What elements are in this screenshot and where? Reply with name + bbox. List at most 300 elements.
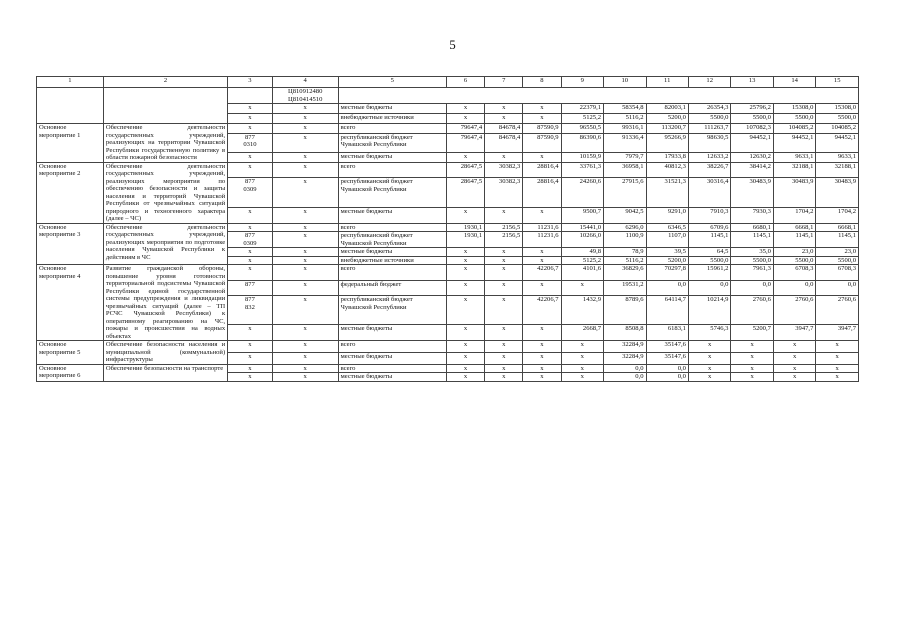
measure-desc-cell: Обеспечение безопасности населения и муниципальной (коммунальной) инфраструктуры bbox=[103, 341, 227, 365]
value-cell: x bbox=[446, 248, 484, 257]
value-cell: x bbox=[272, 207, 338, 223]
value-cell: x bbox=[523, 352, 561, 364]
value-cell: 2156,5 bbox=[485, 223, 523, 232]
value-cell: x bbox=[485, 265, 523, 281]
source-cell: республиканский бюджет Чувашской Республики bbox=[338, 232, 446, 248]
value-cell: x bbox=[773, 373, 815, 382]
value-cell: 30316,4 bbox=[688, 178, 730, 208]
value-cell: 6668,1 bbox=[773, 223, 815, 232]
value-cell: 30382,3 bbox=[485, 178, 523, 208]
source-cell: местные бюджеты bbox=[338, 207, 446, 223]
value-cell: x bbox=[272, 280, 338, 296]
value-cell: 42206,7 bbox=[523, 265, 561, 281]
value-cell: 94452,1 bbox=[773, 133, 815, 152]
header-cell: 10 bbox=[604, 77, 646, 88]
value-cell: 6708,3 bbox=[816, 265, 859, 281]
budget-code-cell: x bbox=[228, 256, 273, 265]
value-cell: 12633,2 bbox=[688, 152, 730, 162]
value-cell: 5500,0 bbox=[731, 256, 773, 265]
value-cell: 1704,2 bbox=[773, 207, 815, 223]
value-cell: x bbox=[731, 373, 773, 382]
value-cell: 6183,1 bbox=[646, 325, 688, 341]
value-cell: x bbox=[485, 207, 523, 223]
value-cell: 6346,5 bbox=[646, 223, 688, 232]
table-body bbox=[37, 77, 859, 382]
value-cell: 3947,7 bbox=[773, 325, 815, 341]
value-cell: 5200,0 bbox=[646, 256, 688, 265]
budget-code-cell: x bbox=[228, 207, 273, 223]
budget-code-cell: 877 0309 bbox=[228, 232, 273, 248]
value-cell: 1145,1 bbox=[773, 232, 815, 248]
value-cell: 38414,2 bbox=[731, 162, 773, 178]
value-cell: 78,9 bbox=[604, 248, 646, 257]
value-cell: 32188,1 bbox=[773, 162, 815, 178]
value-cell: x bbox=[561, 280, 603, 296]
value-cell: x bbox=[523, 114, 561, 124]
header-cell: 7 bbox=[485, 77, 523, 88]
value-cell: 7961,3 bbox=[731, 265, 773, 281]
header-row bbox=[37, 77, 859, 88]
value-cell: 1704,2 bbox=[816, 207, 859, 223]
value-cell: 2156,5 bbox=[485, 232, 523, 248]
table-row bbox=[37, 364, 859, 373]
value-cell: x bbox=[523, 325, 561, 341]
value-cell: 23,0 bbox=[816, 248, 859, 257]
budget-code-cell: x bbox=[228, 373, 273, 382]
measure-desc-cell: Обеспечение деятельности государственных учреждений, реализующих на территории Чувашской Республики государственную политику в области пожарной безопасности bbox=[103, 124, 227, 163]
value-cell: 5125,2 bbox=[561, 114, 603, 124]
value-cell: 17933,8 bbox=[646, 152, 688, 162]
value-cell: 8789,6 bbox=[604, 296, 646, 325]
value-cell: 32188,1 bbox=[816, 162, 859, 178]
value-cell: x bbox=[272, 373, 338, 382]
value-cell: x bbox=[523, 364, 561, 373]
measure-name-cell bbox=[37, 88, 104, 124]
value-cell: 15308,0 bbox=[816, 104, 859, 114]
measure-name-cell: Основное мероприятие 1 bbox=[37, 124, 104, 163]
value-cell: 3947,7 bbox=[816, 325, 859, 341]
value-cell: x bbox=[446, 341, 484, 353]
measure-name-cell: Основное мероприятие 4 bbox=[37, 265, 104, 341]
value-cell: x bbox=[446, 265, 484, 281]
value-cell: x bbox=[272, 265, 338, 281]
value-cell: x bbox=[272, 152, 338, 162]
value-cell: x bbox=[446, 364, 484, 373]
source-cell: федеральный бюджет bbox=[338, 280, 446, 296]
value-cell: x bbox=[816, 341, 859, 353]
value-cell: 82003,1 bbox=[646, 104, 688, 114]
value-cell: x bbox=[523, 104, 561, 114]
measure-desc-cell: Обеспечение деятельности государственных учреждений, реализующих мероприятия по обеспечению безопасности и защиты населения и территорий Чувашской Республики от чрезвычайных ситуаций природного и техногенного характера (далее – ЧС) bbox=[103, 162, 227, 223]
value-cell: 7910,3 bbox=[688, 207, 730, 223]
header-cell: 5 bbox=[338, 77, 446, 88]
value-cell: x bbox=[446, 152, 484, 162]
value-cell: 10214,9 bbox=[688, 296, 730, 325]
target-code: Ц810912480 bbox=[287, 88, 323, 95]
value-cell: 9291,0 bbox=[646, 207, 688, 223]
value-cell: x bbox=[816, 373, 859, 382]
source-cell: местные бюджеты bbox=[338, 352, 446, 364]
budget-code-cell: x bbox=[228, 364, 273, 373]
value-cell: x bbox=[272, 104, 338, 114]
value-cell: x bbox=[773, 364, 815, 373]
value-cell: x bbox=[523, 248, 561, 257]
value-cell: x bbox=[485, 341, 523, 353]
budget-code-cell: x bbox=[228, 152, 273, 162]
value-cell: 107082,3 bbox=[731, 124, 773, 134]
budget-code-cell: x bbox=[228, 265, 273, 281]
source-cell: местные бюджеты bbox=[338, 152, 446, 162]
budget-code-cell: x bbox=[228, 223, 273, 232]
header-cell: 12 bbox=[688, 77, 730, 88]
value-cell: 28647,5 bbox=[446, 178, 484, 208]
value-cell: 0,0 bbox=[773, 280, 815, 296]
budget-code-cell: 877 0309 bbox=[228, 178, 273, 208]
table-row bbox=[37, 162, 859, 178]
value-cell: x bbox=[228, 114, 273, 124]
value-cell: 5116,2 bbox=[604, 256, 646, 265]
measure-desc-cell: Развитие гражданской обороны, повышение уровня готовности территориальной подсистемы Чувашской Республики единой государственной системы предупреждения и ликвидации чрезвычайных ситуаций (далее – ТП РСЧС Чувашской Республики) к оперативному реагированию на ЧС, пожары и происшествия на водных объектах bbox=[103, 265, 227, 341]
value-cell: x bbox=[523, 152, 561, 162]
value-cell: x bbox=[272, 364, 338, 373]
value-cell: 30483,9 bbox=[773, 178, 815, 208]
source-cell: всего bbox=[338, 162, 446, 178]
source-cell: республиканский бюджет Чувашской Республики bbox=[338, 178, 446, 208]
value-cell: 113200,7 bbox=[646, 124, 688, 134]
value-cell: x bbox=[272, 341, 338, 353]
value-cell: 25796,2 bbox=[731, 104, 773, 114]
value-cell: x bbox=[272, 223, 338, 232]
value-cell: 1930,1 bbox=[446, 223, 484, 232]
value-cell: x bbox=[816, 364, 859, 373]
value-cell: 6296,0 bbox=[604, 223, 646, 232]
value-cell: 5500,0 bbox=[816, 256, 859, 265]
value-cell: 11231,6 bbox=[523, 223, 561, 232]
budget-code-cell: 877 0310 bbox=[228, 133, 273, 152]
value-cell: x bbox=[773, 352, 815, 364]
value-cell: x bbox=[272, 256, 338, 265]
value-cell: 95266,9 bbox=[646, 133, 688, 152]
value-cell: 5500,0 bbox=[773, 256, 815, 265]
value-cell: 49,8 bbox=[561, 248, 603, 257]
measure-desc-cell bbox=[103, 88, 227, 124]
value-cell: 0,0 bbox=[731, 280, 773, 296]
budget-code-cell: x bbox=[228, 341, 273, 353]
value-cell: 5125,2 bbox=[561, 256, 603, 265]
value-cell: 6680,1 bbox=[731, 223, 773, 232]
value-cell: x bbox=[485, 280, 523, 296]
value-cell: x bbox=[523, 207, 561, 223]
value-cell: x bbox=[446, 104, 484, 114]
value-cell: 111263,7 bbox=[688, 124, 730, 134]
value-cell: 5200,0 bbox=[646, 114, 688, 124]
value-cell: 1107,0 bbox=[646, 232, 688, 248]
value-cell: 0,0 bbox=[816, 280, 859, 296]
value-cell: 22379,1 bbox=[561, 104, 603, 114]
value-cell: x bbox=[228, 104, 273, 114]
code-cell bbox=[228, 88, 273, 104]
header-cell: 8 bbox=[523, 77, 561, 88]
header-cell: 14 bbox=[773, 77, 815, 88]
budget-code-cell: 877 bbox=[228, 280, 273, 296]
value-cell: x bbox=[485, 352, 523, 364]
value-cell: 36958,1 bbox=[604, 162, 646, 178]
value-cell: x bbox=[446, 256, 484, 265]
measure-desc-cell: Обеспечение деятельности государственных учреждений, реализующих мероприятия по подготовке населения Чувашской Республики к действиям в ЧС bbox=[103, 223, 227, 265]
value-cell: 96550,5 bbox=[561, 124, 603, 134]
value-cell: 94452,1 bbox=[731, 133, 773, 152]
value-cell: x bbox=[485, 296, 523, 325]
source-cell: местные бюджеты bbox=[338, 104, 446, 114]
value-cell: x bbox=[523, 256, 561, 265]
value-cell: 6708,3 bbox=[773, 265, 815, 281]
value-cell: 42206,7 bbox=[523, 296, 561, 325]
source-cell: всего bbox=[338, 223, 446, 232]
value-cell: 32284,9 bbox=[604, 341, 646, 353]
value-cell: 35147,6 bbox=[646, 352, 688, 364]
value-cell: x bbox=[272, 296, 338, 325]
value-cell: x bbox=[446, 280, 484, 296]
budget-code-cell: x bbox=[228, 124, 273, 134]
value-cell: 19531,2 bbox=[604, 280, 646, 296]
value-cell: x bbox=[688, 373, 730, 382]
value-cell: x bbox=[272, 232, 338, 248]
value-cell: x bbox=[731, 341, 773, 353]
value-cell: 6668,1 bbox=[816, 223, 859, 232]
value-cell: 2760,6 bbox=[773, 296, 815, 325]
value-cell: 39,5 bbox=[646, 248, 688, 257]
value-cell: 28647,5 bbox=[446, 162, 484, 178]
code-cell bbox=[272, 88, 338, 104]
value-cell: x bbox=[731, 352, 773, 364]
value-cell: 5500,0 bbox=[688, 114, 730, 124]
value-cell: x bbox=[485, 114, 523, 124]
value-cell: x bbox=[272, 162, 338, 178]
value-cell: x bbox=[446, 296, 484, 325]
value-cell: x bbox=[272, 248, 338, 257]
value-cell: 15961,2 bbox=[688, 265, 730, 281]
value-cell: 1145,1 bbox=[688, 232, 730, 248]
value-cell: 28816,4 bbox=[523, 178, 561, 208]
value-cell: 94452,1 bbox=[816, 133, 859, 152]
source-cell: всего bbox=[338, 341, 446, 353]
value-cell: 36829,6 bbox=[604, 265, 646, 281]
value-cell: 58354,8 bbox=[604, 104, 646, 114]
value-cell: 70297,8 bbox=[646, 265, 688, 281]
value-cell: x bbox=[561, 341, 603, 353]
value-cell: x bbox=[688, 364, 730, 373]
value-cell: 24260,6 bbox=[561, 178, 603, 208]
value-cell: x bbox=[272, 352, 338, 364]
value-cell: 26354,3 bbox=[688, 104, 730, 114]
header-cell: 11 bbox=[646, 77, 688, 88]
source-cell: местные бюджеты bbox=[338, 325, 446, 341]
value-cell: x bbox=[561, 352, 603, 364]
table-row bbox=[37, 341, 859, 353]
value-cell: 28816,4 bbox=[523, 162, 561, 178]
budget-code-cell: x bbox=[228, 325, 273, 341]
value-cell: 27915,6 bbox=[604, 178, 646, 208]
value-cell: 1145,1 bbox=[731, 232, 773, 248]
value-cell: x bbox=[272, 325, 338, 341]
value-cell: 30382,3 bbox=[485, 162, 523, 178]
header-cell: 4 bbox=[272, 77, 338, 88]
value-cell: 79647,4 bbox=[446, 124, 484, 134]
value-cell: 40812,3 bbox=[646, 162, 688, 178]
value-cell: 2760,6 bbox=[816, 296, 859, 325]
value-cell: x bbox=[688, 341, 730, 353]
value-cell: 5500,0 bbox=[688, 256, 730, 265]
value-cell: 31521,3 bbox=[646, 178, 688, 208]
budget-code-cell: 877 832 bbox=[228, 296, 273, 325]
measure-name-cell: Основное мероприятие 2 bbox=[37, 162, 104, 223]
value-cell: 1145,1 bbox=[816, 232, 859, 248]
value-cell: x bbox=[523, 373, 561, 382]
source-cell: всего bbox=[338, 265, 446, 281]
value-cell: 7979,7 bbox=[604, 152, 646, 162]
value-cell: 98630,5 bbox=[688, 133, 730, 152]
value-cell: 84678,4 bbox=[485, 124, 523, 134]
value-cell: 0,0 bbox=[646, 364, 688, 373]
source-cell: внебюджетные источники bbox=[338, 114, 446, 124]
source-cell: республиканский бюджет Чувашской Республики bbox=[338, 133, 446, 152]
value-cell: x bbox=[272, 124, 338, 134]
value-cell: x bbox=[485, 104, 523, 114]
table-row bbox=[37, 124, 859, 134]
header-cell: 1 bbox=[37, 77, 104, 88]
target-code: Ц810414510 bbox=[287, 95, 323, 103]
value-cell: 32284,9 bbox=[604, 352, 646, 364]
measure-desc-cell: Обеспечение безопасности на транспорте bbox=[103, 364, 227, 381]
value-cell: 5500,0 bbox=[731, 114, 773, 124]
source-cell: всего bbox=[338, 124, 446, 134]
value-cell: x bbox=[272, 133, 338, 152]
value-cell: 0,0 bbox=[688, 280, 730, 296]
value-cell: x bbox=[485, 256, 523, 265]
value-cell: 2760,6 bbox=[731, 296, 773, 325]
value-cell: x bbox=[446, 207, 484, 223]
value-cell: x bbox=[816, 352, 859, 364]
value-cell: 104085,2 bbox=[816, 124, 859, 134]
value-cell: 86390,6 bbox=[561, 133, 603, 152]
value-cell: 87590,9 bbox=[523, 124, 561, 134]
value-cell: 1930,1 bbox=[446, 232, 484, 248]
source-cell: местные бюджеты bbox=[338, 248, 446, 257]
value-cell: 35147,6 bbox=[646, 341, 688, 353]
value-cell: x bbox=[773, 341, 815, 353]
value-cell: 9633,1 bbox=[773, 152, 815, 162]
header-cell: 9 bbox=[561, 77, 603, 88]
table-row bbox=[37, 88, 859, 104]
measure-name-cell: Основное мероприятие 3 bbox=[37, 223, 104, 265]
value-cell: 9500,7 bbox=[561, 207, 603, 223]
value-cell: 10159,9 bbox=[561, 152, 603, 162]
value-cell: 38226,7 bbox=[688, 162, 730, 178]
header-cell: 6 bbox=[446, 77, 484, 88]
value-cell: 33761,3 bbox=[561, 162, 603, 178]
value-cell: 64,5 bbox=[688, 248, 730, 257]
page-number: 5 bbox=[449, 37, 456, 52]
empty-cell bbox=[338, 88, 858, 104]
value-cell: x bbox=[446, 325, 484, 341]
value-cell: 1100,9 bbox=[604, 232, 646, 248]
value-cell: 0,0 bbox=[646, 373, 688, 382]
value-cell: 9633,1 bbox=[816, 152, 859, 162]
value-cell: 30483,9 bbox=[731, 178, 773, 208]
value-cell: 30483,9 bbox=[816, 178, 859, 208]
budget-code-cell: x bbox=[228, 162, 273, 178]
value-cell: 23,0 bbox=[773, 248, 815, 257]
value-cell: x bbox=[446, 352, 484, 364]
value-cell: x bbox=[272, 114, 338, 124]
value-cell: 4101,6 bbox=[561, 265, 603, 281]
value-cell: 91336,4 bbox=[604, 133, 646, 152]
measure-name-cell: Основное мероприятие 6 bbox=[37, 364, 104, 381]
value-cell: 2668,7 bbox=[561, 325, 603, 341]
value-cell: 15308,0 bbox=[773, 104, 815, 114]
value-cell: 0,0 bbox=[646, 280, 688, 296]
value-cell: 7930,3 bbox=[731, 207, 773, 223]
source-cell: всего bbox=[338, 364, 446, 373]
value-cell: 1432,9 bbox=[561, 296, 603, 325]
measure-name-cell: Основное мероприятие 5 bbox=[37, 341, 104, 365]
value-cell: 87590,9 bbox=[523, 133, 561, 152]
value-cell: 35,0 bbox=[731, 248, 773, 257]
header-cell: 15 bbox=[816, 77, 859, 88]
budget-code-cell: x bbox=[228, 352, 273, 364]
value-cell: x bbox=[446, 114, 484, 124]
value-cell: 104085,2 bbox=[773, 124, 815, 134]
value-cell: x bbox=[561, 373, 603, 382]
value-cell: x bbox=[485, 152, 523, 162]
value-cell: 5746,3 bbox=[688, 325, 730, 341]
table-row bbox=[37, 265, 859, 281]
value-cell: 6709,6 bbox=[688, 223, 730, 232]
value-cell: 99316,1 bbox=[604, 124, 646, 134]
value-cell: 5500,0 bbox=[816, 114, 859, 124]
value-cell: 5200,7 bbox=[731, 325, 773, 341]
value-cell: x bbox=[523, 341, 561, 353]
value-cell: x bbox=[688, 352, 730, 364]
header-cell: 3 bbox=[228, 77, 273, 88]
value-cell: x bbox=[272, 178, 338, 208]
value-cell: 15441,0 bbox=[561, 223, 603, 232]
value-cell: 12630,2 bbox=[731, 152, 773, 162]
value-cell: 9042,5 bbox=[604, 207, 646, 223]
header-cell: 2 bbox=[103, 77, 227, 88]
source-cell: местные бюджеты bbox=[338, 373, 446, 382]
value-cell: 10266,0 bbox=[561, 232, 603, 248]
value-cell: x bbox=[731, 364, 773, 373]
value-cell: x bbox=[485, 248, 523, 257]
value-cell: x bbox=[523, 280, 561, 296]
value-cell: 0,0 bbox=[604, 373, 646, 382]
value-cell: 0,0 bbox=[604, 364, 646, 373]
source-cell: республиканский бюджет Чувашской Республики bbox=[338, 296, 446, 325]
value-cell: 64114,7 bbox=[646, 296, 688, 325]
value-cell: x bbox=[485, 373, 523, 382]
value-cell: x bbox=[446, 373, 484, 382]
value-cell: 84678,4 bbox=[485, 133, 523, 152]
value-cell: 8508,8 bbox=[604, 325, 646, 341]
value-cell: 11231,6 bbox=[523, 232, 561, 248]
value-cell: x bbox=[561, 364, 603, 373]
value-cell: 79647,4 bbox=[446, 133, 484, 152]
value-cell: x bbox=[485, 364, 523, 373]
value-cell: 5500,0 bbox=[773, 114, 815, 124]
value-cell: x bbox=[485, 325, 523, 341]
source-cell: внебюджетные источники bbox=[338, 256, 446, 265]
